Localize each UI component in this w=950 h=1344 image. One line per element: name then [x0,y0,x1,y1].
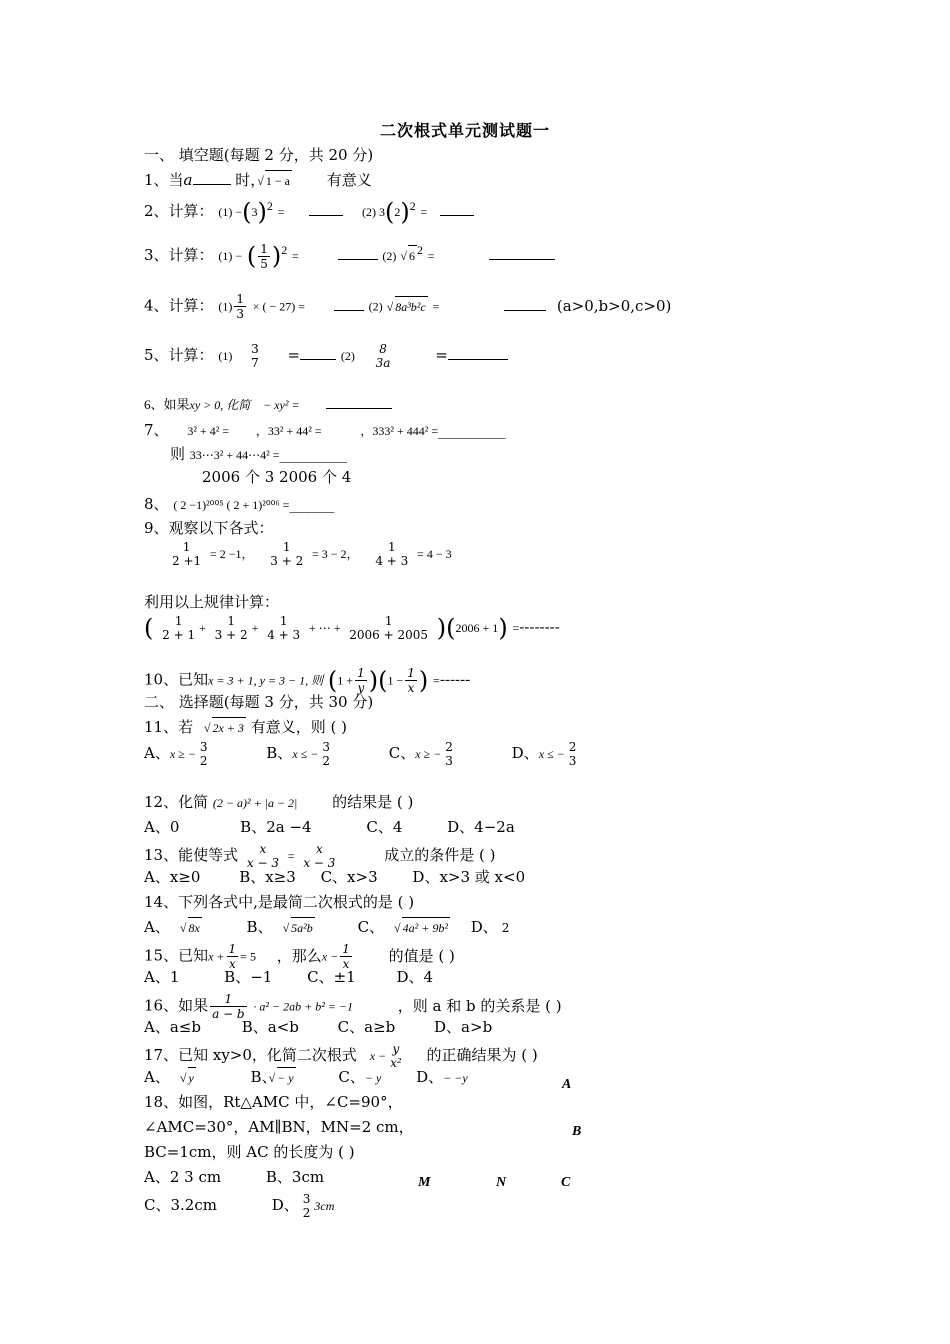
question-6: 6、如果xy > 0, 化简 − xy² = [144,394,392,415]
page-title: 二次根式单元测试题一 [380,121,551,140]
question-18-line-2: ∠AMC=30°，AM∥BN，MN=2 cm， [144,1118,414,1136]
question-12-options: A、0 B、2a −4 C、4 D、4−2a [144,818,515,836]
answer-blank [440,203,474,216]
section-multiple-choice-heading: 二、 选择题(每题 3 分，共 30 分) [144,693,374,711]
figure-label-a: A [562,1077,572,1092]
answer-blank [448,347,508,360]
figure-label-n: N [496,1175,507,1190]
answer-blank [334,298,364,311]
question-14: 14、下列各式中,是最简二次根式的是 ( ) [144,893,415,911]
question-10: 10、已知x = 3 + 1, y = 3 − 1, 则 (1 + $\frac{1}{y}$ )(1 − $\frac{1}{x}$ ) =------ [144,666,471,695]
question-9-expression: ( 1 2 + 1 + 1 3 + 2 + 1 4 + 3 + ⋯ + 1 2006 + 2005 )(2006 + 1) =-------- [144,614,560,642]
question-15-options: A、1 B、−1 C、±1 D、4 [144,968,434,986]
answer-blank [504,298,546,311]
answer-blank [489,247,555,260]
question-8: 8、 ( 2 −1)²⁰⁰⁵ ( 2 + 1)²⁰⁰⁶ =______ [144,495,335,513]
question-9: 9、观察以下各式： [144,519,274,537]
question-7-continued: 则 33⋯3² + 44⋯4² =_________ [170,445,348,463]
question-16-options: A、a≤b B、a<b C、a≥b D、a>b [144,1018,493,1036]
figure-label-c: C [561,1175,571,1190]
question-11: 11、若 √ 2x + 3 有意义，则 ( ) [144,717,347,738]
question-18-options-cd: C、3.2cm D、 3 2 3cm [144,1192,335,1220]
answer-blank [193,172,231,185]
question-11-options: A、x ≥ − 3 2 B、x ≤ − 3 2 C、x ≥ − 2 3 D、x ≤ − 2 3 [144,740,577,768]
question-13: 13、能使等式 x x − 3 = x x − 3 成立的条件是 ( ) [144,842,496,870]
question-18-options-ab: A、2 3 cm B、3cm [144,1168,325,1186]
question-18: 18、如图，Rt△AMC 中，∠C=90°， [144,1093,403,1111]
question-3: 3、计算： (1) − ( $\frac{1}{5}$ )$^2$ = (2)√ 6 $^2$ = [144,240,555,271]
figure-label-b: B [572,1124,582,1139]
section-fill-in-heading: 一、 填空题(每题 2 分，共 20 分) [144,146,374,164]
question-9-examples: 1 2 +1 = 2 −1， 1 3 + 2 = 3 − 2， 1 4 + 3 = 4 − 3 [172,540,452,568]
question-15: 15、已知x + $\frac{1}{x}$ = 5 ，那么x − $\frac{1}{x}$ 的值是 ( ) [144,942,455,971]
question-2: 2、计算： $(1) -(3)^2 = (2) 3(2)^2$ = [144,196,474,222]
answer-blank [300,347,336,360]
answer-blank [338,247,378,260]
question-16: 16、如果 $\frac{1}{a - b}$ · a² − 2ab + b² = −1 ，则 a 和 b 的关系是 ( ) [144,992,562,1021]
question-5: 5、计算： (1) 3 7 = (2) 8 3a = [144,342,508,370]
question-4: 4、计算： (1) $\frac{1}{3}$ × ( − 27) = (2)√ 8a³b²c = (a>0,b>0,c>0) [144,292,671,321]
figure-label-m: M [418,1175,431,1190]
question-1: 1、当a 时，√ 1 − a 有意义 [144,170,372,191]
question-17: 17、已知 xy>0，化简二次根式 x − y x² 的正确结果为 ( ) [144,1042,538,1070]
question-17-options: A、√ y B、√ − y C、− y D、− −y [144,1067,468,1088]
question-13-options: A、x≥0 B、x≥3 C、x>3 D、x>3 或 x<0 [144,868,526,886]
answer-blank [326,396,392,409]
question-14-options: A、√ 8x B、√ 5a²b C、√ 4a² + 9b² D、 2 [144,917,513,938]
question-7-note: 2006 个 3 2006 个 4 [202,468,352,486]
question-7: 7、 3² + 4² = ，33² + 44² = ，333² + 444² =_________ [144,421,506,439]
question-9-instruction: 利用以上规律计算： [144,593,280,611]
question-12: 12、化简 (2 − a)² + |a − 2| 的结果是 ( ) [144,793,414,811]
question-18-line-3: BC=1cm，则 AC 的长度为 ( ) [144,1143,355,1161]
answer-blank [309,203,343,216]
